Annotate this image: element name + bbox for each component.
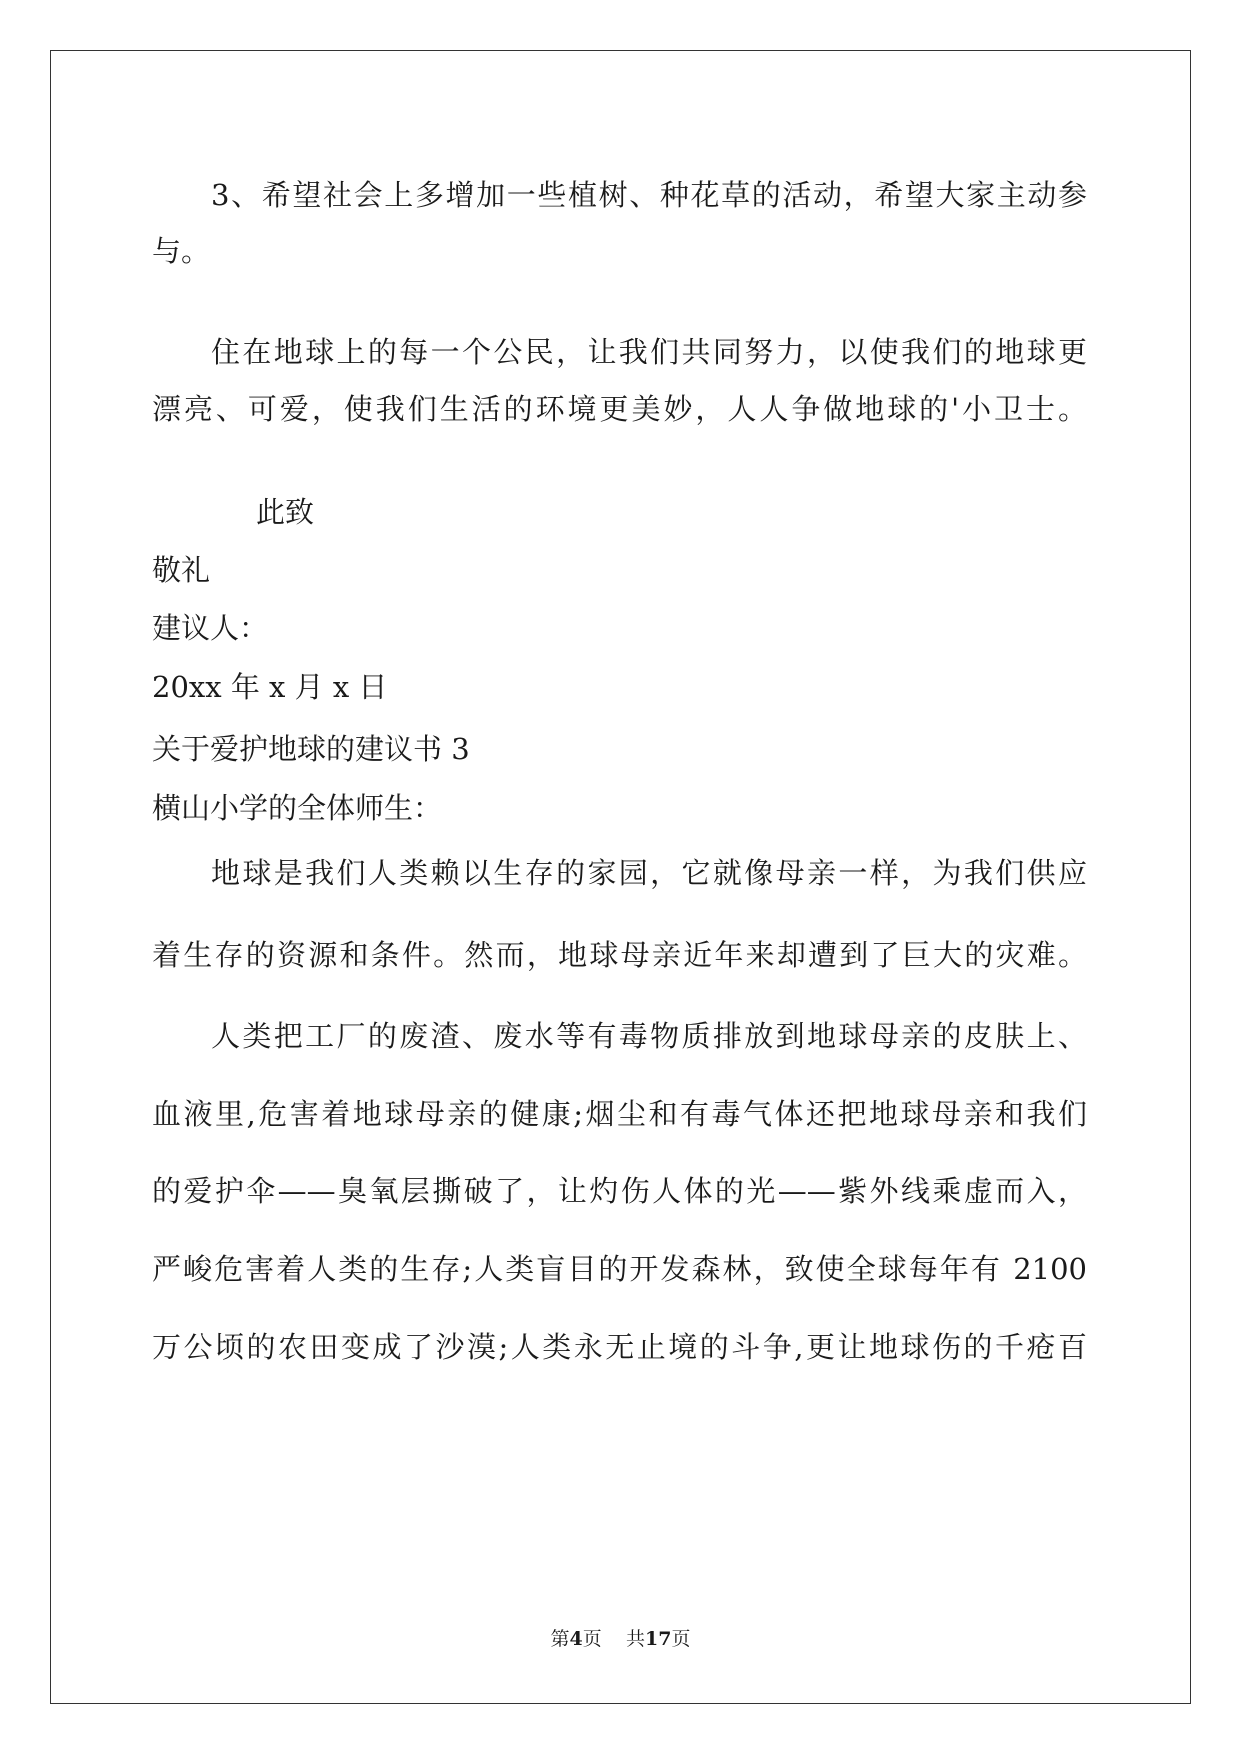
- paragraph-line: 地球是我们人类赖以生存的家园，它就像母亲一样，为我们供应: [211, 856, 1087, 890]
- total-prefix: 共: [625, 1628, 645, 1650]
- page-prefix: 第: [550, 1628, 570, 1650]
- closing-regards: 敬礼: [152, 553, 211, 587]
- paragraph-line: 血液里,危害着地球母亲的健康;烟尘和有毒气体还把地球母亲和我们: [152, 1097, 1087, 1131]
- signature-label: 建议人：: [152, 611, 269, 645]
- recipient-line: 横山小学的全体师生：: [152, 791, 443, 825]
- page-suffix: 页: [582, 1628, 602, 1650]
- date-line: 20xx 年 x 月 x 日: [152, 670, 388, 704]
- total-pages: 17: [644, 1628, 672, 1650]
- paragraph-line: 与。: [152, 234, 211, 268]
- paragraph-line: 人类把工厂的废渣、废水等有毒物质排放到地球母亲的皮肤上、: [211, 1019, 1087, 1053]
- paragraph-line: 住在地球上的每一个公民，让我们共同努力，以使我们的地球更: [211, 335, 1087, 369]
- closing-salutation: 此致: [256, 495, 315, 529]
- paragraph-line: 万公顷的农田变成了沙漠;人类永无止境的斗争,更让地球伤的千疮百: [152, 1330, 1087, 1364]
- paragraph-line: 的爱护伞——臭氧层撕破了，让灼伤人体的光——紫外线乘虚而入，: [152, 1174, 1087, 1208]
- section-title: 关于爱护地球的建议书 3: [152, 732, 470, 766]
- paragraph-line: 漂亮、可爱，使我们生活的环境更美妙，人人争做地球的'小卫士。: [152, 392, 1087, 426]
- total-suffix: 页: [671, 1628, 691, 1650]
- paragraph-line: 严峻危害着人类的生存;人类盲目的开发森林，致使全球每年有 2100: [152, 1252, 1087, 1286]
- page-footer: [0, 1624, 1241, 1651]
- paragraph-line: 着生存的资源和条件。然而，地球母亲近年来却遭到了巨大的灾难。: [152, 938, 1087, 972]
- page-number: 4: [569, 1628, 583, 1650]
- paragraph-line: 3、希望社会上多增加一些植树、种花草的活动，希望大家主动参: [211, 178, 1087, 212]
